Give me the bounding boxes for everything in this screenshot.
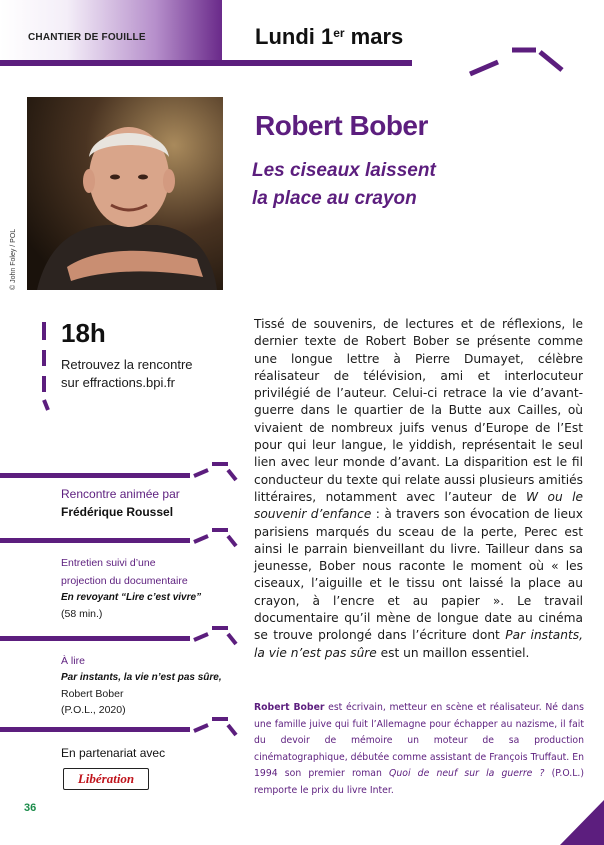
header-deco-dashes (466, 44, 566, 78)
event-date: Lundi 1er mars (255, 24, 404, 49)
separator-deco-dashes (192, 626, 238, 650)
liberation-logo: Libération (63, 768, 149, 790)
photo-credit: © John Foley / POL (10, 228, 17, 290)
header-rule (0, 60, 412, 66)
screening-info: Entretien suivi d’une projection du documentaire En revoyant “Lire c’est vivre” (58 min.) (61, 557, 202, 620)
section-label: CHANTIER DE FOUILLE (28, 32, 146, 43)
separator-rule (0, 727, 190, 732)
website-link[interactable]: sur effractions.bpi.fr (61, 375, 175, 390)
reading-info: À lire Par instants, la vie n’est pas sûre, Robert Bober (P.O.L., 2020) (61, 655, 222, 716)
online-info: Retrouvez la rencontre sur effractions.bpi.fr (61, 357, 193, 390)
author-name: Robert Bober (255, 110, 428, 141)
author-photo (27, 97, 223, 290)
host-label: Rencontre animée par (61, 487, 180, 501)
separator-deco-dashes (192, 717, 238, 741)
time-deco-dashes (40, 322, 50, 412)
event-time: 18h (61, 318, 106, 348)
article-subtitle: Les ciseaux laissent la place au crayon (252, 160, 436, 209)
separator-rule (0, 538, 190, 543)
separator-rule (0, 636, 190, 641)
header-tab (0, 0, 222, 62)
page-number: 36 (24, 802, 37, 814)
separator-deco-dashes (192, 462, 238, 486)
corner-deco (560, 800, 604, 845)
host-name: Frédérique Roussel (61, 505, 174, 519)
author-bio: Robert Bober est écrivain, metteur en scène et réalisateur. Né dans une famille juive qui fuit l’Allemagne pour échapper au nazisme, il fait du devoir de mémoire un moteur de sa production cinématographique, débutée comme assistant de François Truffaut. En 1994 son premier roman Quoi de neuf sur la guerre ? (P.O.L.) remporte le prix du livre Inter. (254, 702, 584, 796)
partner-label: En partenariat avec (61, 746, 166, 760)
separator-rule (0, 473, 190, 478)
article-body: Tissé de souvenirs, de lectures et de réflexions, le dernier texte de Robert Bober se présente comme une longue lettre à Pierre Dumayet, célèbre réalisateur de télévision, ami et interlocuteur privilégié de l’auteur. Celui-ci retrace la vie d’avant-guerre dans le quartier de la Butte aux Cailles, où vivaient de nombreux juifs venus d’Europe de l’Est pour qui leur langue, le yiddish, représentait le seul lien avec leur monde d’avant. La disparition est le fil conducteur du texte qui relate aussi plusieurs amitiés littéraires, notamment avec l’auteur de W ou le souvenir d’enfance : à travers son évocation de lieux parisiens marqués du sceau de la perte, Perec est ainsi le parrain bienveillant du livre. Tailleur dans sa jeunesse, Bober nous raconte le moment où « les ciseaux, l’aiguille et le tissu ont laissé la place au crayon, à l’encre et au papier ». Le travail documentaire qu’il mène de longue date au cinéma se trouve prolongé dans l’écriture dont Par instants, la vie n’est pas sûre est un maillon essentiel. (254, 317, 583, 660)
separator-deco-dashes (192, 528, 238, 552)
